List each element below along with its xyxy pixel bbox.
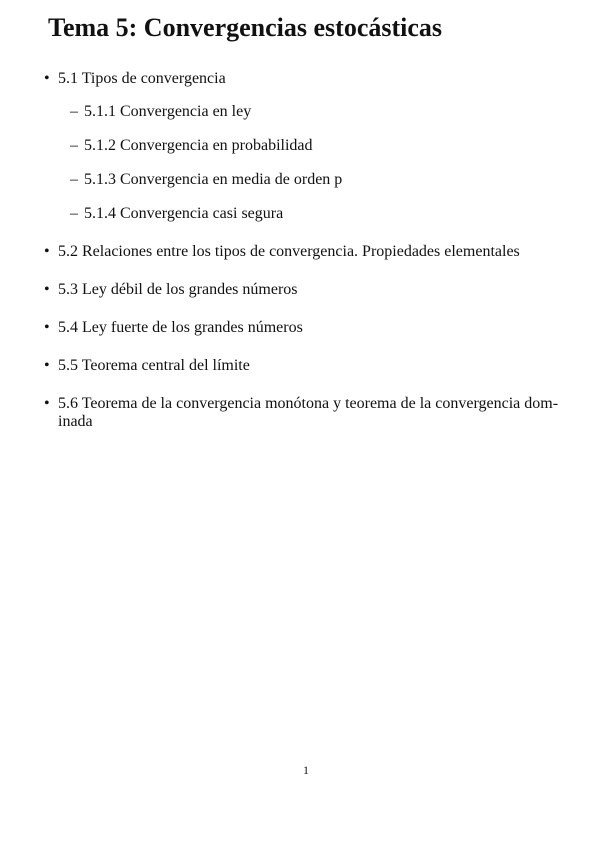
subsection-item <box>58 137 584 155</box>
bullet: • <box>44 357 50 374</box>
page-number: 1 <box>303 763 309 777</box>
subsection-item <box>58 205 584 223</box>
section-item <box>44 243 584 261</box>
page-title: Tema 5: Convergencias estocásticas <box>48 13 443 42</box>
bullet: • <box>44 319 50 336</box>
section-item <box>44 357 584 375</box>
dash: – <box>70 205 78 222</box>
subsection-label: 5.1.1 Convergencia en ley <box>84 103 252 120</box>
section-label: 5.4 Ley fuerte de los grandes números <box>58 319 303 336</box>
bullet: • <box>44 70 50 87</box>
section-list <box>44 70 584 431</box>
bullet: • <box>44 281 50 298</box>
dash: – <box>70 103 78 120</box>
section-label: 5.5 Teorema central del límite <box>58 357 250 374</box>
subsection-list <box>58 103 584 223</box>
section-item <box>44 395 584 431</box>
subsection-item <box>58 103 584 121</box>
section-label: 5.6 Teorema de la convergencia monótona y teorema de la convergencia dom-inada <box>58 395 559 430</box>
dash: – <box>70 137 78 154</box>
subsection-label: 5.1.4 Convergencia casi segura <box>84 205 284 222</box>
bullet: • <box>44 395 50 412</box>
section-label: 5.2 Relaciones entre los tipos de convergencia. Propiedades elementales <box>58 243 520 260</box>
subsection-item <box>58 171 584 189</box>
section-label: 5.3 Ley débil de los grandes números <box>58 281 298 298</box>
subsection-label: 5.1.3 Convergencia en media de orden p <box>84 171 343 188</box>
section-item <box>44 319 584 337</box>
subsection-label: 5.1.2 Convergencia en probabilidad <box>84 137 313 154</box>
section-item <box>44 70 584 223</box>
dash: – <box>70 171 78 188</box>
section-item <box>44 281 584 299</box>
bullet: • <box>44 243 50 260</box>
section-label: 5.1 Tipos de convergencia <box>58 70 226 87</box>
